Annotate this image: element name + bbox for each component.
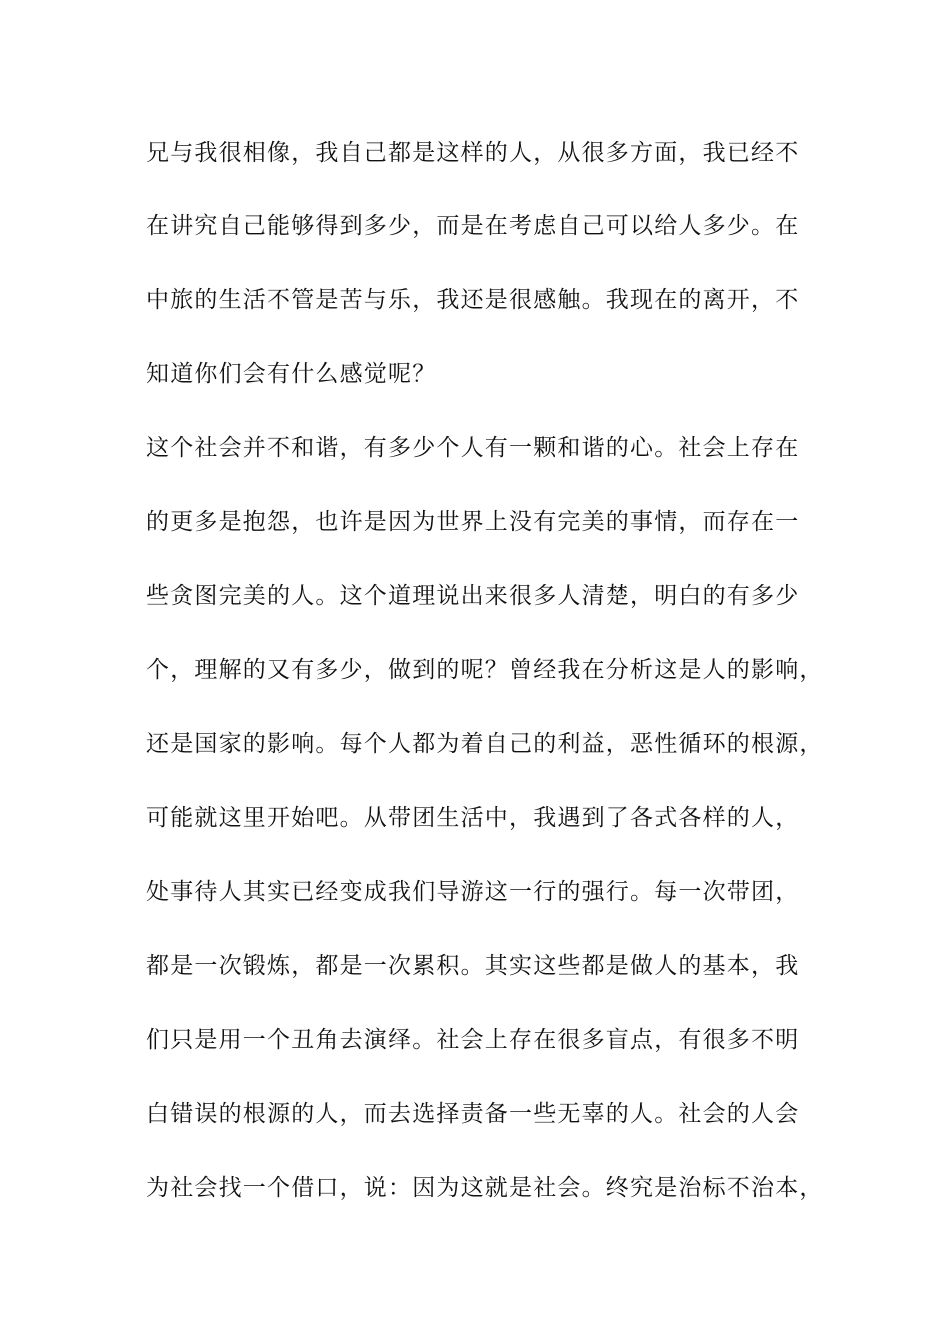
text-line: 个，理解的又有多少，做到的呢？曾经我在分析这是人的影响，	[146, 657, 824, 683]
text-line: 的更多是抱怨，也许是因为世界上没有完美的事情，而存在一	[146, 509, 800, 535]
text-line: 还是国家的影响。每个人都为着自己的利益，恶性循环的根源，	[146, 731, 824, 757]
text-line: 处事待人其实已经变成我们导游这一行的强行。每一次带团，	[146, 879, 800, 905]
text-line: 中旅的生活不管是苦与乐，我还是很感触。我现在的离开，不	[146, 287, 800, 313]
text-line: 都是一次锻炼，都是一次累积。其实这些都是做人的基本，我	[146, 953, 800, 979]
text-line: 这个社会并不和谐，有多少个人有一颗和谐的心。社会上存在	[146, 435, 800, 461]
text-line: 为社会找一个借口，说：因为这就是社会。终究是治标不治本，	[146, 1175, 824, 1201]
text-line: 兄与我很相像，我自己都是这样的人，从很多方面，我已经不	[146, 140, 800, 166]
text-line: 知道你们会有什么感觉呢？	[146, 361, 437, 387]
text-line: 们只是用一个丑角去演绎。社会上存在很多盲点，有很多不明	[146, 1027, 800, 1053]
text-line: 在讲究自己能够得到多少，而是在考虑自己可以给人多少。在	[146, 213, 800, 239]
text-line: 可能就这里开始吧。从带团生活中，我遇到了各式各样的人，	[146, 805, 800, 831]
text-line: 些贪图完美的人。这个道理说出来很多人清楚，明白的有多少	[146, 583, 800, 609]
text-line: 白错误的根源的人，而去选择责备一些无辜的人。社会的人会	[146, 1101, 800, 1127]
